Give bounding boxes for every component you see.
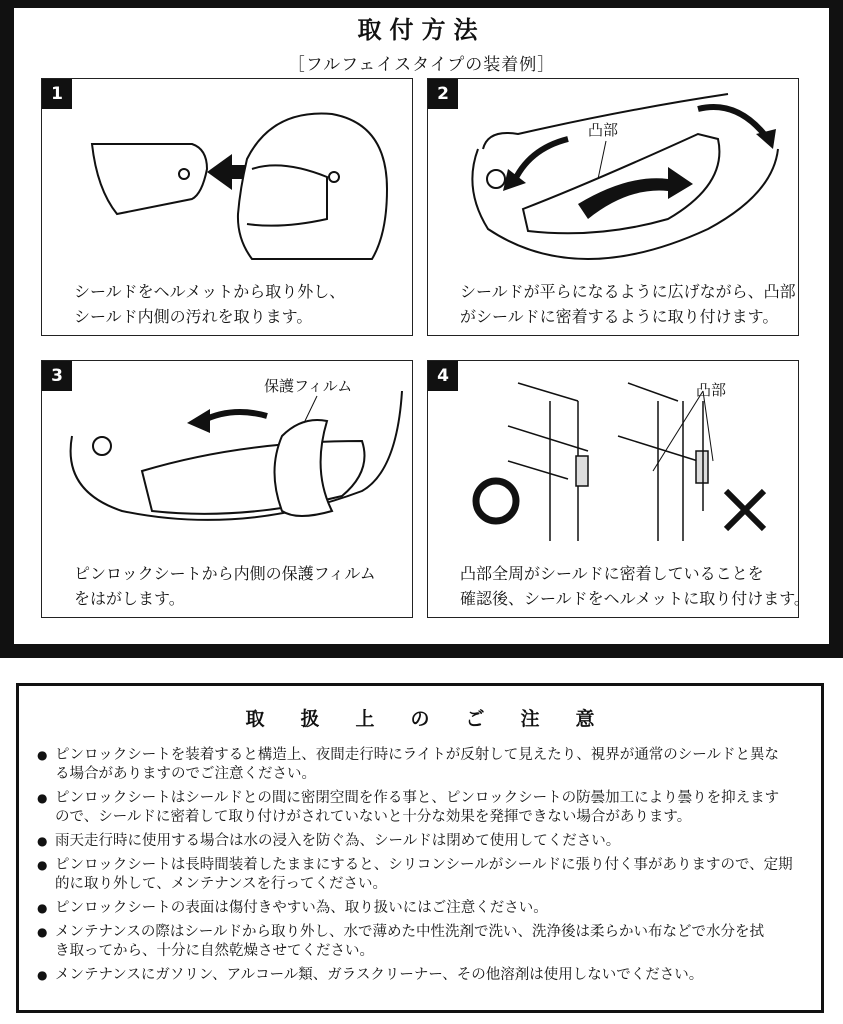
step-4-text: 凸部全周がシールドに密着していることを 確認後、シールドをヘルメットに取り付けます。 bbox=[460, 564, 810, 608]
step-number: 2 bbox=[428, 79, 458, 109]
ok-circle-icon bbox=[476, 481, 516, 521]
caution-item: ● ピンロックシートを装着すると構造上、夜間走行時にライトが反射して見えたり、視界が通常のシールドと異な る場合がありますのでご注意ください。 bbox=[37, 747, 779, 782]
caution-item: ● メンテナンスの際はシールドから取り外し、水で薄めた中性洗剤で洗い、洗浄後は柔らかい布などで水分を拭 き取ってから、十分に自然乾燥させてください。 bbox=[37, 924, 765, 959]
bullet-icon: ● bbox=[37, 748, 48, 762]
arrow-icon bbox=[187, 409, 267, 433]
caution-title: 取扱上のご注意 bbox=[245, 708, 631, 730]
step-2-text: シールドが平らになるように広げながら、凸部 がシールドに密着するように取り付けます。 bbox=[460, 282, 796, 326]
caution-item: ● ピンロックシートは長時間装着したままにすると、シリコンシールがシールドに張り付く事がありますので、定期 的に取り外して、メンテナンスを行ってください。 bbox=[37, 857, 793, 892]
bullet-icon: ● bbox=[37, 791, 48, 805]
step-number: 3 bbox=[42, 361, 72, 391]
caution-item: ● ピンロックシートはシールドとの間に密閉空間を作る事と、ピンロックシートの防曇加工により曇りを抑えます ので、シールドに密着して取り付けがされていないと十分な効果を発揮できない場合があります。 bbox=[37, 790, 780, 825]
step-3-text: ピンロックシートから内側の保護フィルム をはがします。 bbox=[74, 564, 376, 608]
pinlock-sheet-icon bbox=[142, 441, 365, 514]
step-4-panel bbox=[427, 360, 810, 618]
convex-part-callout: 凸部 bbox=[696, 381, 727, 399]
step-1-panel bbox=[41, 78, 413, 336]
protective-film-callout: 保護フィルム bbox=[264, 377, 353, 395]
convex-part-callout: 凸部 bbox=[588, 121, 619, 139]
page-title: 取付方法 bbox=[357, 16, 486, 44]
ng-cross-icon bbox=[726, 491, 764, 529]
helmet-visor-removal-illustration bbox=[42, 79, 414, 279]
step-number: 4 bbox=[428, 361, 458, 391]
caution-item: ● ピンロックシートの表面は傷付きやすい為、取り扱いにはご注意ください。 bbox=[37, 900, 548, 916]
caution-section bbox=[16, 683, 824, 1013]
page-subtitle: ［フルフェイスタイプの装着例］ bbox=[287, 55, 556, 75]
visor-icon bbox=[92, 144, 207, 214]
helmet-icon bbox=[238, 114, 387, 259]
caution-item: ● メンテナンスにガソリン、アルコール類、ガラスクリーナー、その他溶剤は使用しないでください。 bbox=[37, 967, 704, 983]
caution-item: ● 雨天走行時に使用する場合は水の浸入を防ぐ為、シールドは閉めて使用してください。 bbox=[37, 833, 621, 849]
step-number: 1 bbox=[42, 79, 72, 109]
ng-cross-section bbox=[618, 383, 708, 541]
caution-list bbox=[37, 746, 807, 990]
pinlock-attach-illustration bbox=[428, 79, 800, 279]
ok-cross-section bbox=[508, 383, 588, 541]
bullet-icon: ● bbox=[37, 901, 48, 915]
step-1-text: シールドをヘルメットから取り外し、 シールド内側の汚れを取ります。 bbox=[74, 282, 346, 326]
film-removal-illustration bbox=[42, 361, 414, 561]
step-2-panel bbox=[427, 78, 799, 336]
bullet-icon: ● bbox=[37, 858, 48, 872]
bullet-icon: ● bbox=[37, 968, 48, 982]
fit-check-illustration bbox=[428, 361, 800, 561]
bullet-icon: ● bbox=[37, 925, 48, 939]
bullet-icon: ● bbox=[37, 834, 48, 848]
step-3-panel bbox=[41, 360, 413, 618]
